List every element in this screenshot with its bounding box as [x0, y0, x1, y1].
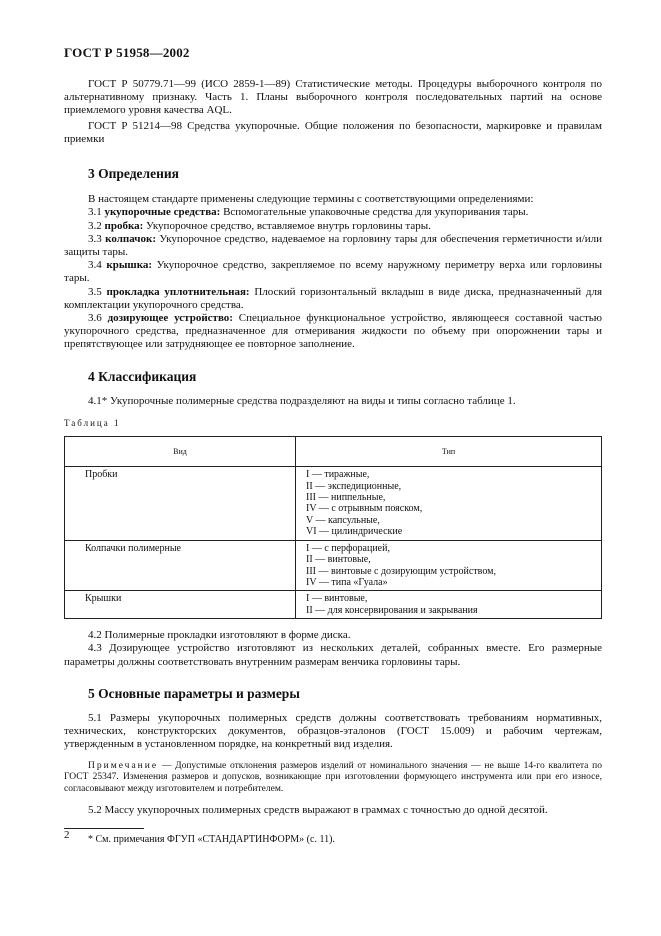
definition-text: Вспомогательные упаковочные средства для укупоривания тары. [223, 206, 529, 219]
definition-text: Укупорочное средство, закрепляемое по всему наружному периметру верха или горловины тары. [64, 259, 602, 285]
cell-tip [296, 540, 602, 591]
table-row [65, 591, 602, 619]
definition-item [64, 312, 602, 352]
type-line: II — винтовые, [306, 554, 371, 566]
definition-term: пробка: [104, 219, 144, 232]
definition-text: Укупорочное средство, надеваемое на горловину тары для обеспечения герметичности и/или защиты тары. [64, 232, 603, 259]
definition-term: прокладка уплотнительная: [106, 285, 250, 298]
definition-number: 3.5 [88, 285, 102, 298]
definition-term: крышка: [106, 259, 153, 272]
type-line: III — винтовые с дозирующим устройством, [306, 565, 496, 577]
definition-number: 3.6 [88, 312, 102, 325]
definitions-intro: В настоящем стандарте применены следующие термины с соответствующими определениями: [88, 193, 534, 206]
table-header-row [65, 437, 602, 467]
definition-number: 3.3 [88, 232, 102, 245]
table-row [65, 467, 602, 540]
document-header: ГОСТ Р 51958—2002 [64, 45, 190, 60]
type-line: III — ниппельные, [306, 492, 386, 504]
definition-item [64, 206, 602, 219]
reference-paragraph: ГОСТ Р 51214—98 Средства укупорочные. Общие положения по безопасности, маркировке и правилам приемки [64, 119, 602, 145]
definition-item [64, 286, 602, 312]
column-header-vid: Вид [65, 437, 296, 467]
table-caption: Таблица 1 [64, 418, 121, 429]
page-number: 2 [64, 829, 70, 841]
page-content [64, 78, 602, 846]
definition-number: 3.1 [88, 206, 102, 219]
table-row [65, 540, 602, 591]
type-line: IV — типа «Гуала» [306, 576, 388, 588]
paragraph-5-1: 5.1 Размеры укупорочных полимерных средств должны соответствовать требованиям нормативных, технических, конструкторских документов, образцов-эталонов (ГОСТ 15.009) и рабочим чертежам, утвержденным в установленном порядке, на конкретный вид изделия. [64, 711, 602, 751]
definition-text: Укупорочное средство, вставляемое внутрь горловины тары. [146, 219, 431, 232]
definition-term: укупорочные средства: [104, 206, 221, 219]
paragraph-4-3: 4.3 Дозирующее устройство изготовляют из нескольких деталей, собранных вместе. Его размерные параметры должны соответствовать внутренним размерам венчика горловины тары. [64, 642, 602, 668]
type-line: II — экспедиционные, [306, 480, 402, 492]
note-text: — Допустимые отклонения размеров изделий от номинального значения — не выше 14-го квалитета по ГОСТ 25347. Изменения размеров и допусков, возникающие при изготовлении формующего инструмента или при его износе, согласовывают между изготовителем и потребителем. [64, 760, 602, 794]
definition-item [64, 259, 602, 285]
section-5-heading: 5 Основные параметры и размеры [88, 685, 300, 701]
note-paragraph [64, 761, 602, 796]
column-header-tip: Тип [296, 437, 602, 467]
type-line: VI — цилиндрические [306, 526, 403, 538]
definition-text: Плоский горизонтальный вкладыш в виде диска, предназначенный для комплектации укупорочного средства. [64, 285, 603, 311]
reference-paragraph: ГОСТ Р 50779.71—99 (ИСО 2859-1—89) Статистические методы. Процедуры выборочного контроля по альтернативному признаку. Часть 1. Планы выборочного контроля последовательных партий на основе приемлемого уровня качества AQL. [64, 78, 602, 117]
cell-vid: Крышки [65, 591, 296, 619]
type-line: II — для консервирования и закрывания [306, 604, 478, 616]
definition-number: 3.4 [88, 259, 102, 272]
paragraph-4-1: 4.1* Укупорочные полимерные средства подразделяют на виды и типы согласно таблице 1. [88, 394, 516, 407]
type-line: I — тиражные, [306, 469, 370, 481]
type-line: IV — с отрывным пояском, [306, 503, 423, 515]
note-label: Примечание [88, 760, 159, 771]
cell-vid: Колпачки полимерные [65, 540, 296, 591]
paragraph-5-2: 5.2 Массу укупорочных полимерных средств выражают в граммах с точностью до одной десятой. [88, 804, 548, 817]
type-line: I — винтовые, [306, 593, 368, 605]
type-line: V — капсульные, [306, 514, 380, 526]
section-3-heading: 3 Определения [88, 166, 179, 182]
definition-item [64, 220, 602, 233]
footnote: * См. примечания ФГУП «СТАНДАРТИНФОРМ» (с. 11). [88, 833, 335, 845]
paragraph-4-2: 4.2 Полимерные прокладки изготовляют в форме диска. [88, 629, 351, 642]
footnote-divider [64, 828, 144, 829]
definition-term: дозирующее устройство: [107, 312, 233, 325]
section-4-heading: 4 Классификация [88, 368, 197, 384]
definition-text: Специальное функциональное устройство, являющееся составной частью укупорочного средства, предназначенное для отмеривания жидкости по объему при опорожнении тары и препятствующее или затрудняющее ее повторное заполнение. [64, 312, 603, 351]
cell-tip [296, 591, 602, 619]
cell-vid: Пробки [65, 467, 296, 540]
type-line: I — с перфорацией, [306, 542, 390, 554]
definition-number: 3.2 [88, 219, 102, 232]
definition-item [64, 233, 602, 259]
definition-term: колпачок: [105, 232, 156, 245]
classification-table [64, 436, 602, 619]
cell-tip [296, 467, 602, 540]
